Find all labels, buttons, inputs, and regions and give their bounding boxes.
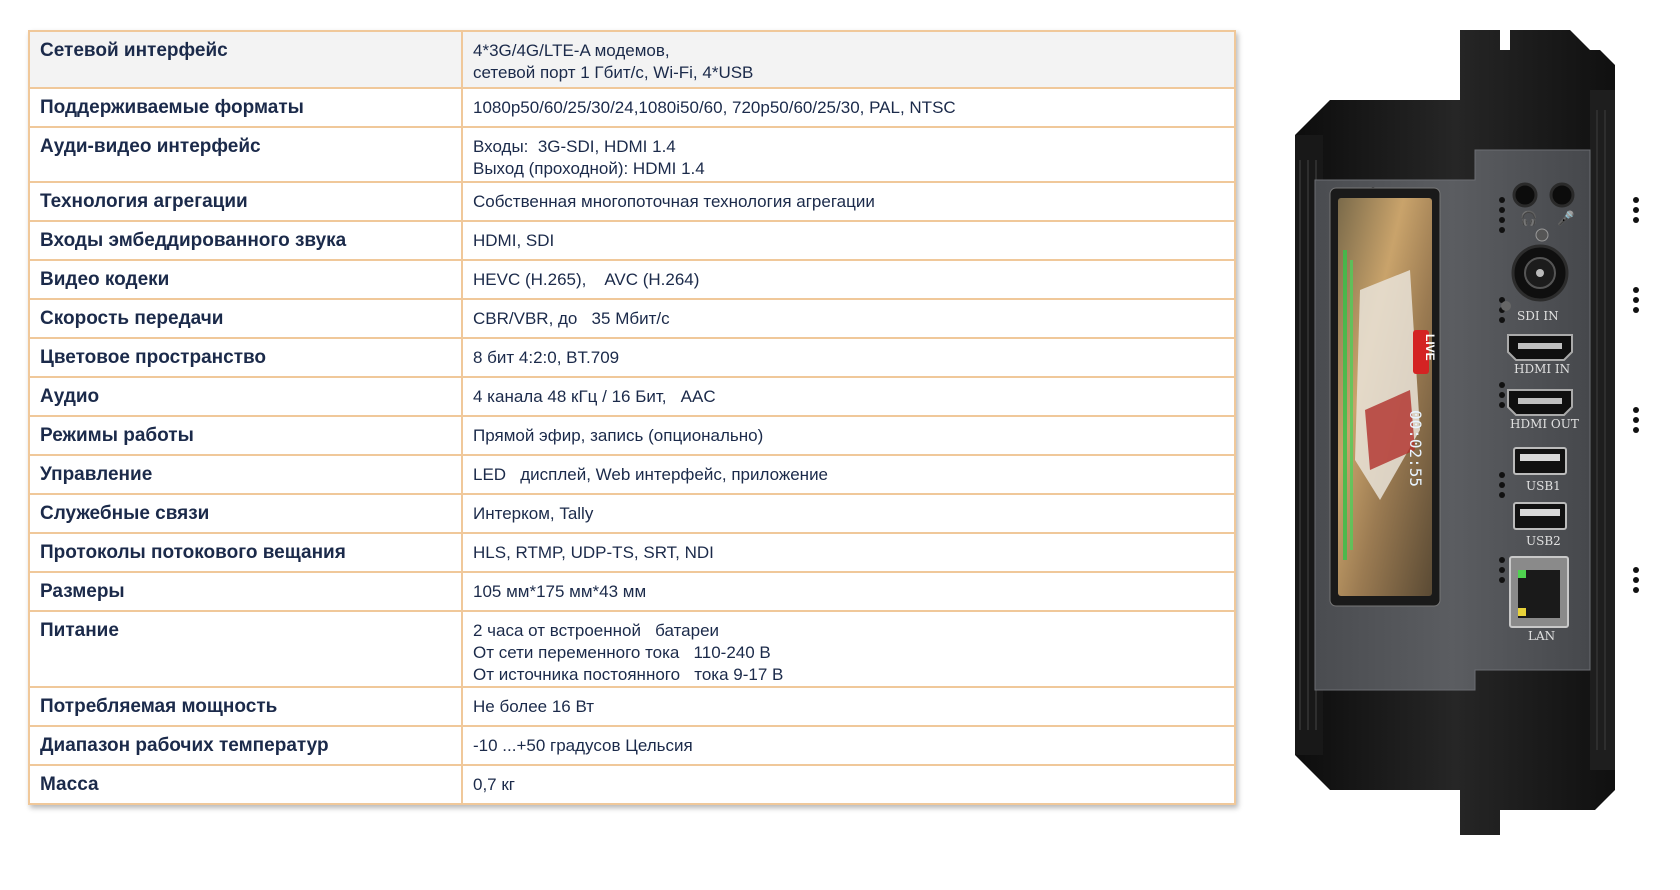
spec-param-label: Потребляемая мощность [30, 687, 462, 726]
spec-value [462, 455, 1234, 494]
device-illustration [1270, 30, 1650, 865]
spec-value [462, 127, 1234, 182]
spec-param-label: Диапазон рабочих температур [30, 726, 462, 765]
spec-param-label: Служебные связи [30, 494, 462, 533]
spec-param-label: Питание [30, 611, 462, 687]
spec-value-line: HLS, RTMP, UDP-TS, SRT, NDI [473, 543, 714, 562]
spec-value-line: 0,7 кг [473, 775, 515, 794]
table-row [30, 455, 1234, 494]
hdmi-in-port [1508, 335, 1572, 376]
lan-label: LAN [1528, 629, 1556, 643]
table-row [30, 533, 1234, 572]
spec-value [462, 726, 1234, 765]
microphone-icon: 🎤 [1557, 210, 1575, 226]
spec-value [462, 182, 1234, 221]
table-row [30, 416, 1234, 455]
table-row [30, 260, 1234, 299]
spec-param-label: Входы эмбеддированного звука [30, 221, 462, 260]
table-row [30, 221, 1234, 260]
spec-param-label: Скорость передачи [30, 299, 462, 338]
table-row [30, 726, 1234, 765]
spec-value [462, 377, 1234, 416]
usb1-label: USB1 [1526, 479, 1561, 493]
spec-value [462, 299, 1234, 338]
spec-value-line: От сети переменного тока 110-240 В [473, 643, 771, 662]
spec-param-label: Видео кодеки [30, 260, 462, 299]
table-row [30, 88, 1234, 127]
spec-value-line: Собственная многопоточная технология агрегации [473, 192, 875, 211]
spec-value [462, 494, 1234, 533]
spec-param-label: Ауди-видео интерфейс [30, 127, 462, 182]
spec-value-line: 4*3G/4G/LTE-A модемов, [473, 41, 670, 60]
spec-param-label: Режимы работы [30, 416, 462, 455]
spec-value-line: LED дисплей, Web интерфейс, приложение [473, 465, 829, 484]
spec-value-line: -10 ...+50 градусов Цельсия [473, 736, 693, 755]
spec-value-line: 4 канала 48 кГц / 16 Бит, AAC [473, 387, 716, 406]
spec-param-label: Сетевой интерфейс [30, 32, 462, 88]
table-row [30, 127, 1234, 182]
spec-value [462, 32, 1234, 88]
spec-param-label: Размеры [30, 572, 462, 611]
table-row [30, 765, 1234, 803]
spec-value-line: Прямой эфир, запись (опционально) [473, 426, 764, 445]
spec-value-line: 1080p50/60/25/30/24,1080i50/60, 720p50/60/25/30, PAL, NTSC [473, 98, 956, 117]
spec-param-label: Управление [30, 455, 462, 494]
headphone-icon: 🎧 [1520, 210, 1538, 226]
spec-value-line: Входы: 3G-SDI, HDMI 1.4 [473, 137, 676, 156]
hdmi-out-label: HDMI OUT [1510, 417, 1579, 431]
spec-value-line: 8 бит 4:2:0, BT.709 [473, 348, 620, 367]
hdmi-out-port [1508, 390, 1579, 431]
spec-value-line: CBR/VBR, до 35 Мбит/с [473, 309, 670, 328]
spec-value [462, 765, 1234, 803]
hdmi-in-label: HDMI IN [1514, 362, 1571, 376]
sdi-in-label: SDI IN [1517, 309, 1559, 323]
table-row [30, 494, 1234, 533]
spec-value [462, 338, 1234, 377]
table-row [30, 377, 1234, 416]
spec-param-label: Цветовое пространство [30, 338, 462, 377]
spec-value-line: От источника постоянного тока 9-17 В [473, 665, 784, 684]
spec-value-line: Выход (проходной): HDMI 1.4 [473, 159, 705, 178]
spec-value-line: 105 мм*175 мм*43 мм [473, 582, 647, 601]
table-row [30, 611, 1234, 687]
spec-value-line: Не более 16 Вт [473, 697, 595, 716]
spec-value-line: HEVC (H.265), AVC (H.264) [473, 270, 700, 289]
recording-timer: 00:02:55 [1406, 410, 1425, 488]
table-row [30, 32, 1234, 88]
spec-param-label: Технология агрегации [30, 182, 462, 221]
spec-value-line: 2 часа от встроенной батареи [473, 621, 720, 640]
usb2-label: USB2 [1526, 534, 1561, 548]
spec-table-grid [30, 32, 1234, 803]
spec-table [28, 30, 1236, 805]
table-row [30, 182, 1234, 221]
spec-value [462, 611, 1234, 687]
table-row [30, 299, 1234, 338]
spec-value-line: сетевой порт 1 Гбит/с, Wi-Fi, 4*USB [473, 63, 754, 82]
device-screen [1330, 188, 1440, 606]
spec-param-label: Поддерживаемые форматы [30, 88, 462, 127]
spec-value-line: HDMI, SDI [473, 231, 555, 250]
spec-param-label: Протоколы потокового вещания [30, 533, 462, 572]
table-row [30, 572, 1234, 611]
table-row [30, 687, 1234, 726]
spec-value-line: Интерком, Tally [473, 504, 594, 523]
spec-param-label: Масса [30, 765, 462, 803]
spec-value [462, 260, 1234, 299]
spec-value [462, 572, 1234, 611]
spec-param-label: Аудио [30, 377, 462, 416]
spec-value [462, 687, 1234, 726]
spec-value [462, 221, 1234, 260]
spec-value [462, 88, 1234, 127]
live-badge-text: LIVE [1423, 334, 1437, 361]
spec-value [462, 416, 1234, 455]
spec-value [462, 533, 1234, 572]
table-row [30, 338, 1234, 377]
